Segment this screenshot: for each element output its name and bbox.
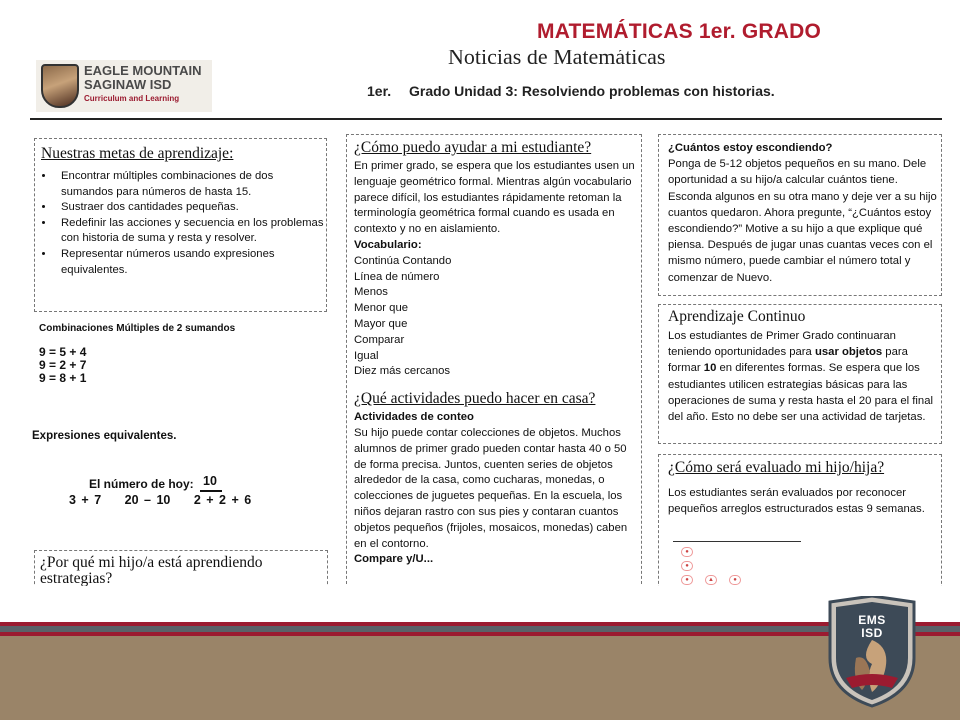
equivalent-expressions-label: Expresiones equivalentes. [32,430,177,442]
logo-line-1: EAGLE MOUNTAIN [84,63,202,78]
vocab-item: Comparar [354,333,405,346]
help-title: ¿Cómo puedo ayudar a mi estudiante? [354,139,592,156]
cut-off-text: Compare y/U... [354,553,434,566]
logo-line-2: SAGINAW ISD [84,77,172,92]
unit-label: Grado Unidad 3: Resolviendo problemas con historias. [409,83,775,99]
flame-shield-icon [41,64,79,108]
vocab-item: Línea de número [354,270,440,283]
evaluation-divider [673,541,801,542]
logo-line-3: Curriculum and Learning [84,94,180,103]
help-paragraph: En primer grado, se espera que los estudiantes usen un lenguaje geométrico formal. Mientras algún vocabulario parece difícil, los estudiantes rápidamente retoman la terminología geométrica formal cuando es usada en contexto y no en aislamiento. [354,160,635,236]
todays-number-value: 10 [203,474,217,488]
goals-list [41,169,326,278]
vocab-title: Vocabulario: [354,238,422,251]
vocab-item: Mayor que [354,317,408,330]
dot-card-icon: ● [681,575,693,585]
activities-title: ¿Qué actividades puedo hacer en casa? [354,390,596,408]
footer-band [0,636,960,720]
evaluation-title: ¿Cómo será evaluado mi hijo/hija? [668,459,885,476]
combination-line: 9 = 2 + 7 [39,358,87,372]
how-to-help-box [346,134,642,586]
vocab-item: Menos [354,286,388,299]
vocab-item: Diez más cercanos [354,365,451,378]
unit-line [367,83,789,99]
why-strategies-box [34,550,328,586]
dot-card-icon: ● [729,575,741,585]
grade-label: 1er. [367,83,392,99]
combinations-title: Combinaciones Múltiples de 2 sumandos [39,323,236,334]
vocab-item: Continúa Contando [354,254,452,267]
goal-item: • Redefinir las acciones y secuencia en los problemas con historia de suma y resta y resolver. [55,216,326,247]
dot-card-icon: ● [681,547,693,557]
evaluation-text: Los estudiantes serán evaluados por reconocer pequeños arreglos estructurados estas 9 semanas. [668,487,925,516]
vocab-item: Menor que [354,302,409,315]
badge-line-1: EMS [858,613,886,627]
combination-line: 9 = 8 + 1 [39,371,87,385]
counting-title: Actividades de conteo [354,411,474,424]
learning-goals-box [34,138,327,312]
expression: 2 + 2 + 6 [193,493,252,507]
header-divider [30,118,942,120]
vocab-item: Igual [354,349,379,362]
vocab-list [354,254,641,380]
goal-item: • Encontrar múltiples combinaciones de dos sumandos para números de hasta 15. [55,169,326,200]
newsletter-image [30,50,942,586]
counting-text: Su hijo puede contar colecciones de objetos. Muchos alumnos de primer grado pueden contar hasta 40 o 50 de forma precisa. Juntos, cuenten series de objetos alrededor de la casa, como cucharas, monedas, o colecciones de juguetes pequeñas. En la escuela, los niños dejaran rastro con sus pies y contaran cuantos objetos pequeños (frijoles, mosaicos, monedas) caben en el contorno. [354,426,628,550]
combinations-list [39,346,86,385]
hiding-title: ¿Cuántos estoy escondiendo? [668,142,833,154]
dot-card-icon: ● [681,561,693,571]
goal-item: • Representar números usando expresiones equivalentes. [55,247,326,278]
ems-isd-badge-icon [826,596,918,708]
badge-line-2: ISD [861,626,883,640]
continuing-text: Los estudiantes de Primer Grado continuaran teniendo oportunidades para usar objetos para formar 10 en diferentes formas. Se espera que los estudiantes utilicen estrategias básicas para las operaciones de suma y resta hasta el 20 para el final del año. Esto no debe ser una actividad de tarjetas. [668,330,934,424]
goals-title: Nuestras metas de aprendizaje: [41,145,234,162]
district-logo [36,60,212,112]
goal-item: • Sustraer dos cantidades pequeñas. [55,200,326,216]
combination-line: 9 = 5 + 4 [39,345,87,359]
evaluation-box [658,454,942,586]
todays-number-label: El número de hoy: [89,477,194,491]
hiding-text: Ponga de 5-12 objetos pequeños en su mano. Dele oportunidad a su hijo/a calcular cuántos tiene. Esconda algunos en su otra mano y deje ver a su hijo cuantos quedaron. Ahora pregunte, “¿Cuántos estoy escondiendo?” Motive a su hijo a que explique qué piensa. Después de jugar unas cuantas veces con el mismo número, puede cambiar el número total y comenzar de Nuevo. [668,158,937,284]
newsletter-title: Noticias de Matemáticas [448,50,666,69]
todays-expressions [69,493,269,507]
expression: 20 – 10 [124,493,171,507]
why-title: ¿Por qué mi hijo/a está aprendiendo estrategias? [40,554,263,586]
continuing-learning-box [658,304,942,444]
hiding-game-box [658,134,942,296]
todays-number-underline [200,490,222,492]
continuing-title: Aprendizaje Continuo [668,308,806,325]
dot-card-icon: ▲ [705,575,717,585]
expression: 3 + 7 [69,493,102,507]
